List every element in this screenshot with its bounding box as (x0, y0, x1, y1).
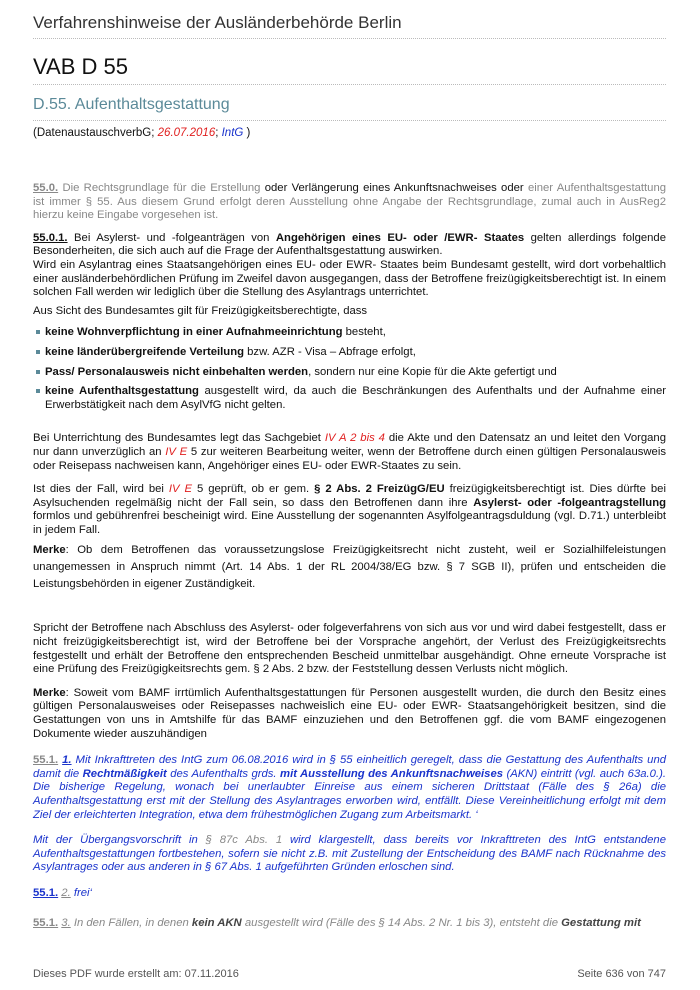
text: : Soweit vom BAMF irrtümlich Aufenthaltsgestattungen für Personen ausgestellt wurden, die durch den Besitz eines gültigen Personalausweises oder Reisepasses nachweislich eine EU- oder EWR- Staatsangehörigkeit besitzen, sind die Gestattungen von uns in Amtshilfe für das BAMF einzuziehen und den Betroffenen ggf. die vom BAMF eingezogenen Dokumente wieder auszuhändigen (33, 686, 666, 740)
text: Bei Asylerst- und -folgeanträgen von (67, 231, 276, 244)
paragraph-55-1-3 (33, 917, 666, 931)
bullet-icon (36, 330, 40, 334)
list-item (33, 366, 666, 380)
section-number: 55.0.1. (33, 231, 68, 244)
divider (33, 84, 666, 85)
text: des Aufenthalts grds. (166, 767, 281, 780)
page-number: Seite 636 von 747 (577, 968, 666, 980)
subsection-number: 3. (61, 916, 71, 929)
subsection-number: 2. (61, 886, 71, 899)
bullet-icon (36, 389, 40, 393)
text: Aus Sicht des Bundesamtes gilt für Freizügigkeitsberechtigte, dass (33, 304, 368, 317)
ref-prefix: (DatenaustauschverbG; (33, 127, 158, 139)
paragraph-55-0-1 (33, 232, 666, 300)
text: freizügigkeitsberechtigt ist. Dies dürfte bei Asylsuchenden regelmäßig nicht der Fall sein, so dass den Betroffenen dann ihre (33, 483, 666, 509)
site-title: Verfahrenshinweise der Ausländerbehörde Berlin (33, 13, 402, 32)
red-reference: IV E (168, 483, 193, 496)
bold-text: keine länderübergreifende Verteilung (45, 345, 245, 358)
section-number[interactable]: 55.1. (33, 886, 59, 899)
text: Bei Unterrichtung des Bundesamtes legt das Sachgebiet (33, 432, 325, 445)
paragraph-uebergang (33, 834, 666, 875)
intg-link[interactable]: IntG (221, 127, 244, 139)
document-id: VAB D 55 (33, 54, 128, 79)
divider (33, 120, 666, 121)
text: In den Fällen, in denen (70, 916, 192, 929)
paragraph-55-1-2 (33, 887, 666, 901)
red-reference: IV E (165, 445, 188, 458)
gray-reference: § 87c Abs. 1 (205, 834, 283, 847)
bullet-icon (36, 370, 40, 374)
bold-text: keine Wohnverpflichtung in einer Aufnahmeeinrichtung (45, 326, 343, 339)
text: Ist dies der Fall, wird bei (33, 483, 169, 496)
paragraph-55-1-1 (33, 754, 666, 822)
bold-text: Pass/ Personalausweis nicht einbehalten werden (45, 365, 309, 378)
paragraph-intro-list (33, 305, 666, 319)
text: ausgestellt wird (Fälle des § 14 Abs. 2 Nr. 1 bis 3), entsteht die (241, 916, 562, 929)
ref-date: 26.07.2016 (157, 127, 216, 139)
text: 5 geprüft, ob er gem. (192, 483, 315, 496)
list-item (33, 346, 666, 360)
reference-line (33, 127, 666, 139)
subsection-number: 1. (62, 754, 72, 767)
divider (33, 38, 666, 39)
bold-text: Merke (33, 686, 66, 699)
text: frei‘ (70, 886, 93, 899)
conditions-list (33, 326, 666, 412)
text: Wird ein Asylantrag eines Staatsangehörigen eines EU- oder EWR- Staates beim Bundesamt gestellt, wird dort vorbehaltlich einer ausländerbehördlichen Prüfung im Zweifel davon ausgegangen, dass der Betroffene freizügigkeitsberechtigt ist. In einem solchen Fall werden wir lediglich über die Stellung des Asylantrags unterrichtet. (33, 258, 666, 299)
list-item (33, 326, 666, 340)
text: ausgestellt wird, da auch die Beschränkungen des Aufenthalts und der Aufnahme einer Erwerbstätigkeit nach dem AsylVfG nicht gelten. (45, 385, 666, 411)
text: Mit Inkrafttreten des IntG zum 06.08.2016 wird in § 55 einheitlich geregelt, dass die Gestattung des Aufenthalts und damit die (33, 754, 667, 780)
text: einer Aufenthaltsgestattung ist immer § 55. Aus diesem Grund erfolgt deren Ausstellung ohne Angabe der Rechtsgrundlage, zumal auch in AusReg2 hierzu keine Eingabe vorgesehen ist. (33, 182, 667, 222)
text: Mit der Übergangsvorschrift in (33, 834, 206, 847)
text: : Ob dem Betroffenen das voraussetzungslose Freizügigkeitsrecht nicht zusteht, weil er Sozialhilfeleistungen unangemessen in Anspruch nimmt (Art. 14 Abs. 1 der RL 2004/38/EG bzw. § 7 SGB II), prüfen und entscheiden die Leistungsbehörden in eigener Zuständigkeit. (33, 544, 666, 591)
text: gelten allerdings folgende Besonderheiten, die sich auch auf die Frage der Aufenthaltsgestattung auswirken. (33, 231, 667, 258)
bold-text: Angehörigen eines EU- oder /EWR- Staates (275, 231, 525, 244)
bold-text: Asylerst- oder -folgeantragstellung (473, 496, 666, 509)
bullet-icon (36, 350, 40, 354)
text: formlos und gebührenfrei bescheinigt wird. Eine Ausstellung der sogenannten Asylfolgeantragsduldung (vgl. D.71.) unterbleibt in jedem Fall. (33, 510, 666, 536)
text: , sondern nur eine Kopie für die Akte gefertigt und (308, 365, 557, 378)
section-number: 55.1. (33, 916, 59, 929)
text: Die Rechtsgrundlage für die Erstellung (62, 182, 265, 194)
paragraph-spricht (33, 622, 666, 676)
text: (AKN) eintritt (vgl. auch 63a.0.). Die bisherige Regelung, wonach bei unerlaubter Einreise aus einem sicheren Drittstaat (Fälle des § 26a) die Aufenthaltsgestattung erst mit der Stellung des Asylantrages erworben wird, entfällt. Diese Vereinheitlichung erfolgt mit dem Ziel der erleichterten Integration, etwa dem frühestmöglichen Zugang zum Arbeitsmarkt. ‘ (33, 767, 666, 821)
red-reference: IV A 2 bis 4 (324, 432, 385, 445)
bold-text: Rechtmäßigkeit (82, 767, 167, 780)
bold-text: Gestattung mit (561, 916, 641, 929)
bold-text: Merke (33, 544, 66, 557)
section-title: D.55. Aufenthaltsgestattung (33, 96, 230, 113)
text: wird klargestellt, dass bereits vor Inkrafttreten des IntG entstandene Aufenthaltsgestattungen fortbestehen, sofern sie nicht z.B. mit Zustellung der Entscheidung des BAMF nach Rücknahme des Asylantrages oder aus anderen in § 67 Abs. 1 aufgeführten Gründen erloschen sind. (33, 834, 666, 874)
bold-text: kein AKN (191, 916, 242, 929)
section-number: 55.0. (33, 182, 59, 194)
ref-suffix: ) (243, 127, 251, 139)
paragraph-ist-der-fall (33, 483, 666, 537)
text: besteht, (342, 326, 386, 339)
paragraph-merke-1 (33, 542, 666, 593)
list-item (33, 385, 666, 412)
pdf-created-date: Dieses PDF wurde erstellt am: 07.11.2016 (33, 968, 239, 980)
bold-text: keine Aufenthaltsgestattung (45, 385, 199, 398)
paragraph-merke-2 (33, 687, 666, 741)
bold-text: § 2 Abs. 2 FreizügG/EU (314, 483, 445, 496)
paragraph-55-0 (33, 182, 666, 223)
text: oder Verlängerung eines Ankunftsnachweises oder (264, 182, 524, 194)
page-footer (33, 968, 666, 980)
ref-sep: ; (215, 127, 222, 139)
paragraph-unterrichtung (33, 432, 666, 473)
text: die Akte und den Datensatz an und leitet den Vorgang nur dann unverzüglich an (33, 432, 666, 458)
text: 5 zur weiteren Bearbeitung weiter, wenn der Betroffene durch einen gültigen Personalausweis oder Reisepass nachweisen kann, Angehöriger eines EU- oder EWR-Staates zu sein. (33, 445, 666, 472)
bold-text: mit Ausstellung des Ankunftsnachweises (280, 767, 504, 780)
text: bzw. AZR - Visa – Abfrage erfolgt, (244, 345, 416, 358)
document-page (33, 0, 666, 930)
text: Spricht der Betroffene nach Abschluss des Asylerst- oder folgeverfahrens von sich aus vor und wird dabei festgestellt, dass er nicht freizügigkeitsberechtigt ist, wird der Betroffene bei der Vorsprache angehört, der Verlust des Freizügigkeitsrechts festgestellt und erhält der Betroffene den entsprechenden Bescheid unmittelbar ausgehändigt. Ohne erneute Vorsprache ist eine Prüfung des Freizügigkeitsrechts gem. § 2 Abs. 2 bzw. der Feststellung dessen Verlusts nicht möglich. (33, 622, 666, 676)
section-number: 55.1. (33, 754, 59, 767)
